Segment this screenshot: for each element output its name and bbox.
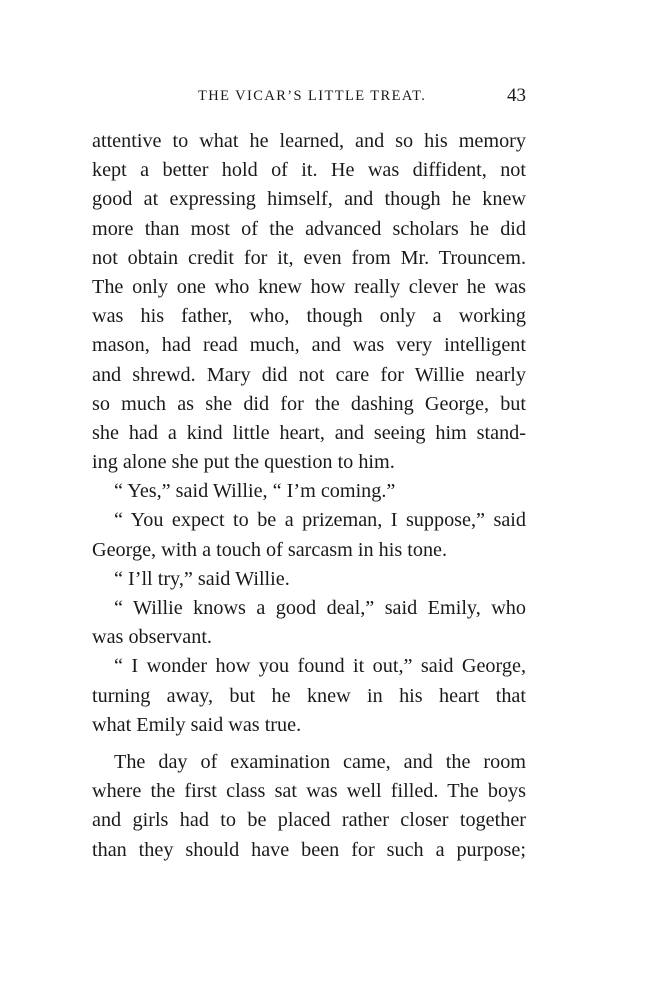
text-line: more than most of the advanced scholars he did bbox=[92, 217, 526, 240]
text-line: The day of examination came, and the room bbox=[114, 750, 526, 773]
page-number: 43 bbox=[507, 85, 526, 106]
text-line: so much as she did for the dashing George, but bbox=[92, 392, 526, 415]
text-line: “ Willie knows a good deal,” said Emily, who bbox=[114, 597, 526, 619]
text-line: “ You expect to be a prizeman, I suppose,” said bbox=[114, 509, 526, 532]
text-line: and girls had to be placed rather closer together bbox=[92, 809, 526, 832]
text-line: turning away, but he knew in his heart that bbox=[92, 684, 526, 707]
running-title: THE VICAR’S LITTLE TREAT. bbox=[198, 88, 427, 104]
text-line: where the first class sat was well filled. The boys bbox=[92, 780, 526, 803]
text-line: George, with a touch of sarcasm in his tone. bbox=[92, 538, 448, 561]
text-line: was observant. bbox=[92, 626, 212, 649]
text-line: ing alone she put the question to him. bbox=[92, 451, 395, 474]
text-line: “ I wonder how you found it out,” said George, bbox=[114, 655, 526, 678]
paragraph-gap bbox=[92, 740, 526, 748]
text-line: and shrewd. Mary did not care for Willie nearly bbox=[92, 363, 526, 386]
text-line: “ I’ll try,” said Willie. bbox=[114, 567, 290, 590]
text-line: mason, had read much, and was very intelligent bbox=[92, 334, 526, 357]
text-line: kept a better hold of it. He was diffident, not bbox=[92, 159, 526, 182]
text-line: she had a kind little heart, and seeing him stand- bbox=[92, 421, 526, 444]
text-line: attentive to what he learned, and so his memory bbox=[92, 130, 526, 152]
text-line: than they should have been for such a purpose; bbox=[92, 838, 526, 861]
text-line: The only one who knew how really clever he was bbox=[92, 275, 526, 298]
page-header bbox=[92, 85, 526, 112]
text-line: what Emily said was true. bbox=[92, 713, 302, 736]
text-line: “ Yes,” said Willie, “ I’m coming.” bbox=[114, 480, 396, 503]
text-line: was his father, who, though only a working bbox=[92, 305, 526, 328]
text-line: good at expressing himself, and though he knew bbox=[92, 188, 526, 211]
text-line: not obtain credit for it, even from Mr. Trouncem. bbox=[92, 246, 526, 269]
body-text bbox=[92, 127, 526, 865]
